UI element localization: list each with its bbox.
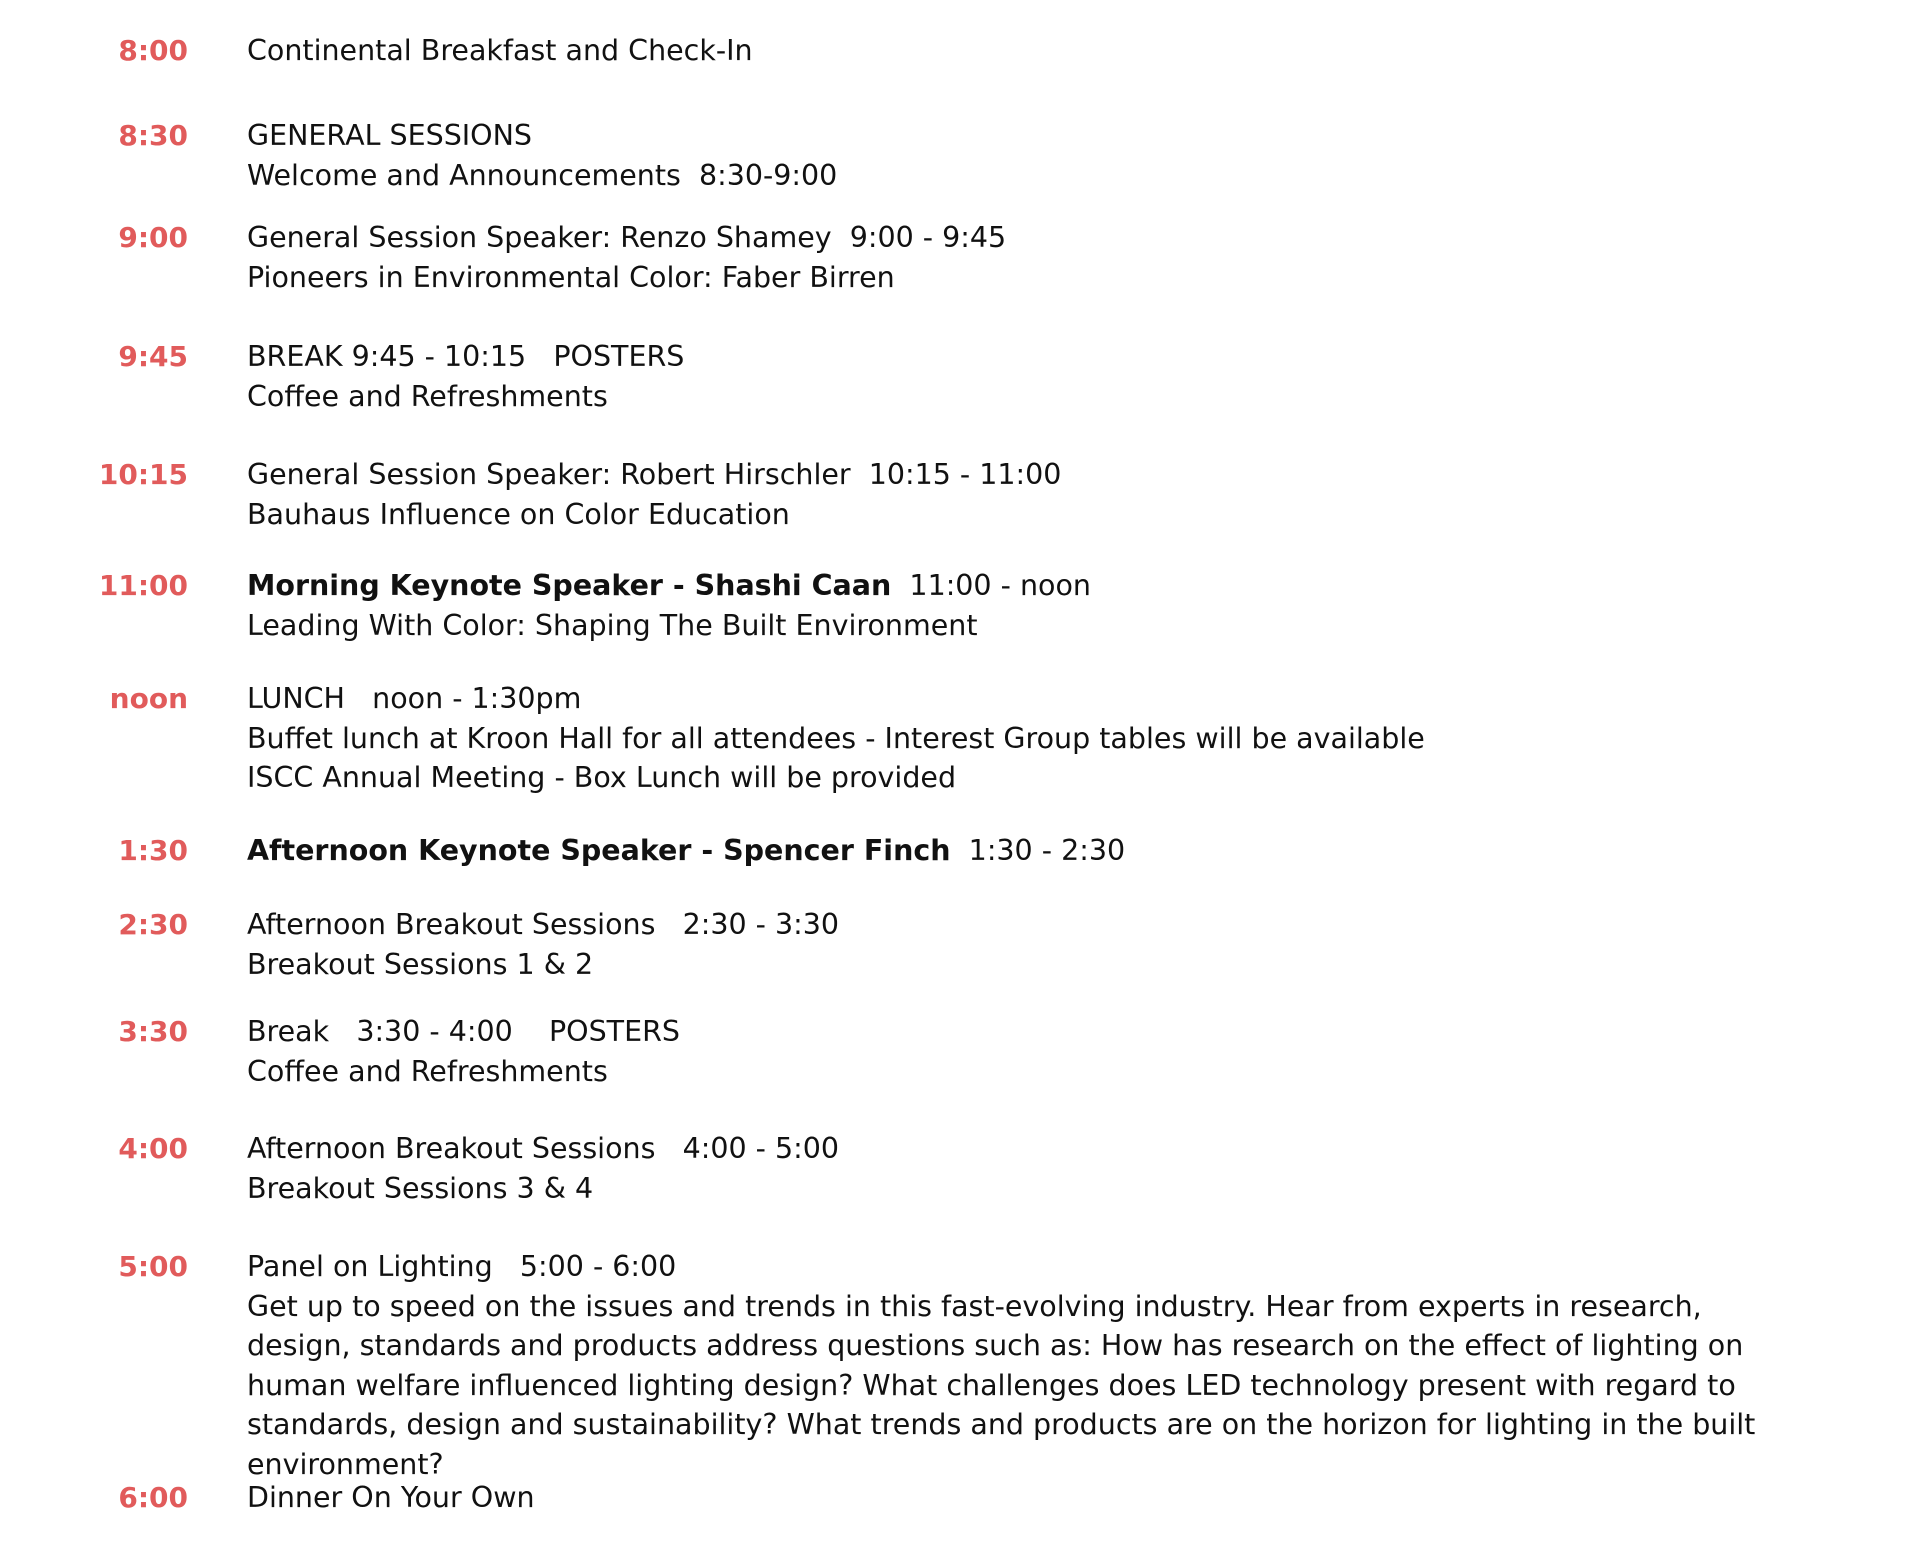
schedule-time: 2:30 [118, 908, 188, 941]
keynote-speaker: Morning Keynote Speaker - Shashi Caan [247, 569, 892, 602]
schedule-title: Break 3:30 - 4:00 POSTERS [247, 1015, 680, 1048]
schedule-detail: Leading With Color: Shaping The Built Environment [247, 608, 978, 642]
schedule-content [247, 218, 1767, 297]
schedule-title [247, 831, 1767, 871]
schedule-content [247, 1247, 1767, 1484]
schedule-content [247, 1012, 1767, 1091]
schedule-title: Continental Breakfast and Check-In [247, 34, 753, 67]
keynote-speaker: Afternoon Keynote Speaker - Spencer Finch [247, 834, 951, 867]
schedule-title: Dinner On Your Own [247, 1481, 535, 1514]
schedule-content [247, 31, 1767, 71]
schedule-title: General Session Speaker: Renzo Shamey 9:00 - 9:45 [247, 221, 1007, 254]
schedule-time: 1:30 [118, 834, 188, 867]
schedule-title: Panel on Lighting 5:00 - 6:00 [247, 1250, 677, 1283]
schedule-content [247, 831, 1767, 871]
schedule-content [247, 905, 1767, 984]
schedule-title [247, 566, 1767, 606]
schedule-time: 4:00 [118, 1132, 188, 1165]
schedule-detail: Bauhaus Influence on Color Education [247, 497, 790, 531]
keynote-time: 11:00 - noon [891, 569, 1091, 602]
keynote-time: 1:30 - 2:30 [950, 834, 1126, 867]
schedule-time: 5:00 [118, 1250, 188, 1283]
schedule-time: 11:00 [98, 569, 188, 602]
schedule-content [247, 337, 1767, 416]
schedule-time: 8:00 [118, 34, 188, 67]
schedule-detail: Welcome and Announcements 8:30-9:00 [247, 158, 838, 192]
panel-description: Get up to speed on the issues and trends in this fast-evolving industry. Hear from experts in research, design, standards and products address questions such as: How has research on the effect of lighting on human welfare influenced lighting design? What challenges does LED technology present with regard to standards, design and sustainability? What trends and products are on the horizon for lighting in the built environment? [247, 1289, 1756, 1481]
schedule-title: Afternoon Breakout Sessions 2:30 - 3:30 [247, 908, 840, 941]
schedule-detail: Buffet lunch at Kroon Hall for all attendees - Interest Group tables will be available [247, 721, 1425, 755]
schedule-title: Afternoon Breakout Sessions 4:00 - 5:00 [247, 1132, 840, 1165]
schedule-content [247, 1129, 1767, 1208]
schedule-time: 9:00 [118, 221, 188, 254]
schedule-content [247, 566, 1767, 645]
schedule-detail: Coffee and Refreshments [247, 1054, 608, 1088]
schedule-content [247, 116, 1767, 195]
schedule-time: 10:15 [98, 458, 188, 491]
schedule-detail: Coffee and Refreshments [247, 379, 608, 413]
schedule-time: noon [109, 682, 188, 715]
schedule-detail: Pioneers in Environmental Color: Faber Birren [247, 260, 895, 294]
schedule-title: General Session Speaker: Robert Hirschler 10:15 - 11:00 [247, 458, 1062, 491]
schedule-title: BREAK 9:45 - 10:15 POSTERS [247, 340, 685, 373]
schedule-title: LUNCH noon - 1:30pm [247, 682, 582, 715]
schedule-content [247, 1478, 1767, 1518]
schedule-content [247, 679, 1767, 798]
schedule-time: 6:00 [118, 1481, 188, 1514]
schedule-content [247, 455, 1767, 534]
schedule-time: 9:45 [118, 340, 188, 373]
schedule-detail: Breakout Sessions 3 & 4 [247, 1171, 594, 1205]
schedule-detail: Breakout Sessions 1 & 2 [247, 947, 594, 981]
schedule-detail: ISCC Annual Meeting - Box Lunch will be provided [247, 761, 957, 794]
schedule-time: 8:30 [118, 119, 188, 152]
schedule-time: 3:30 [118, 1015, 188, 1048]
schedule-title: GENERAL SESSIONS [247, 119, 533, 152]
